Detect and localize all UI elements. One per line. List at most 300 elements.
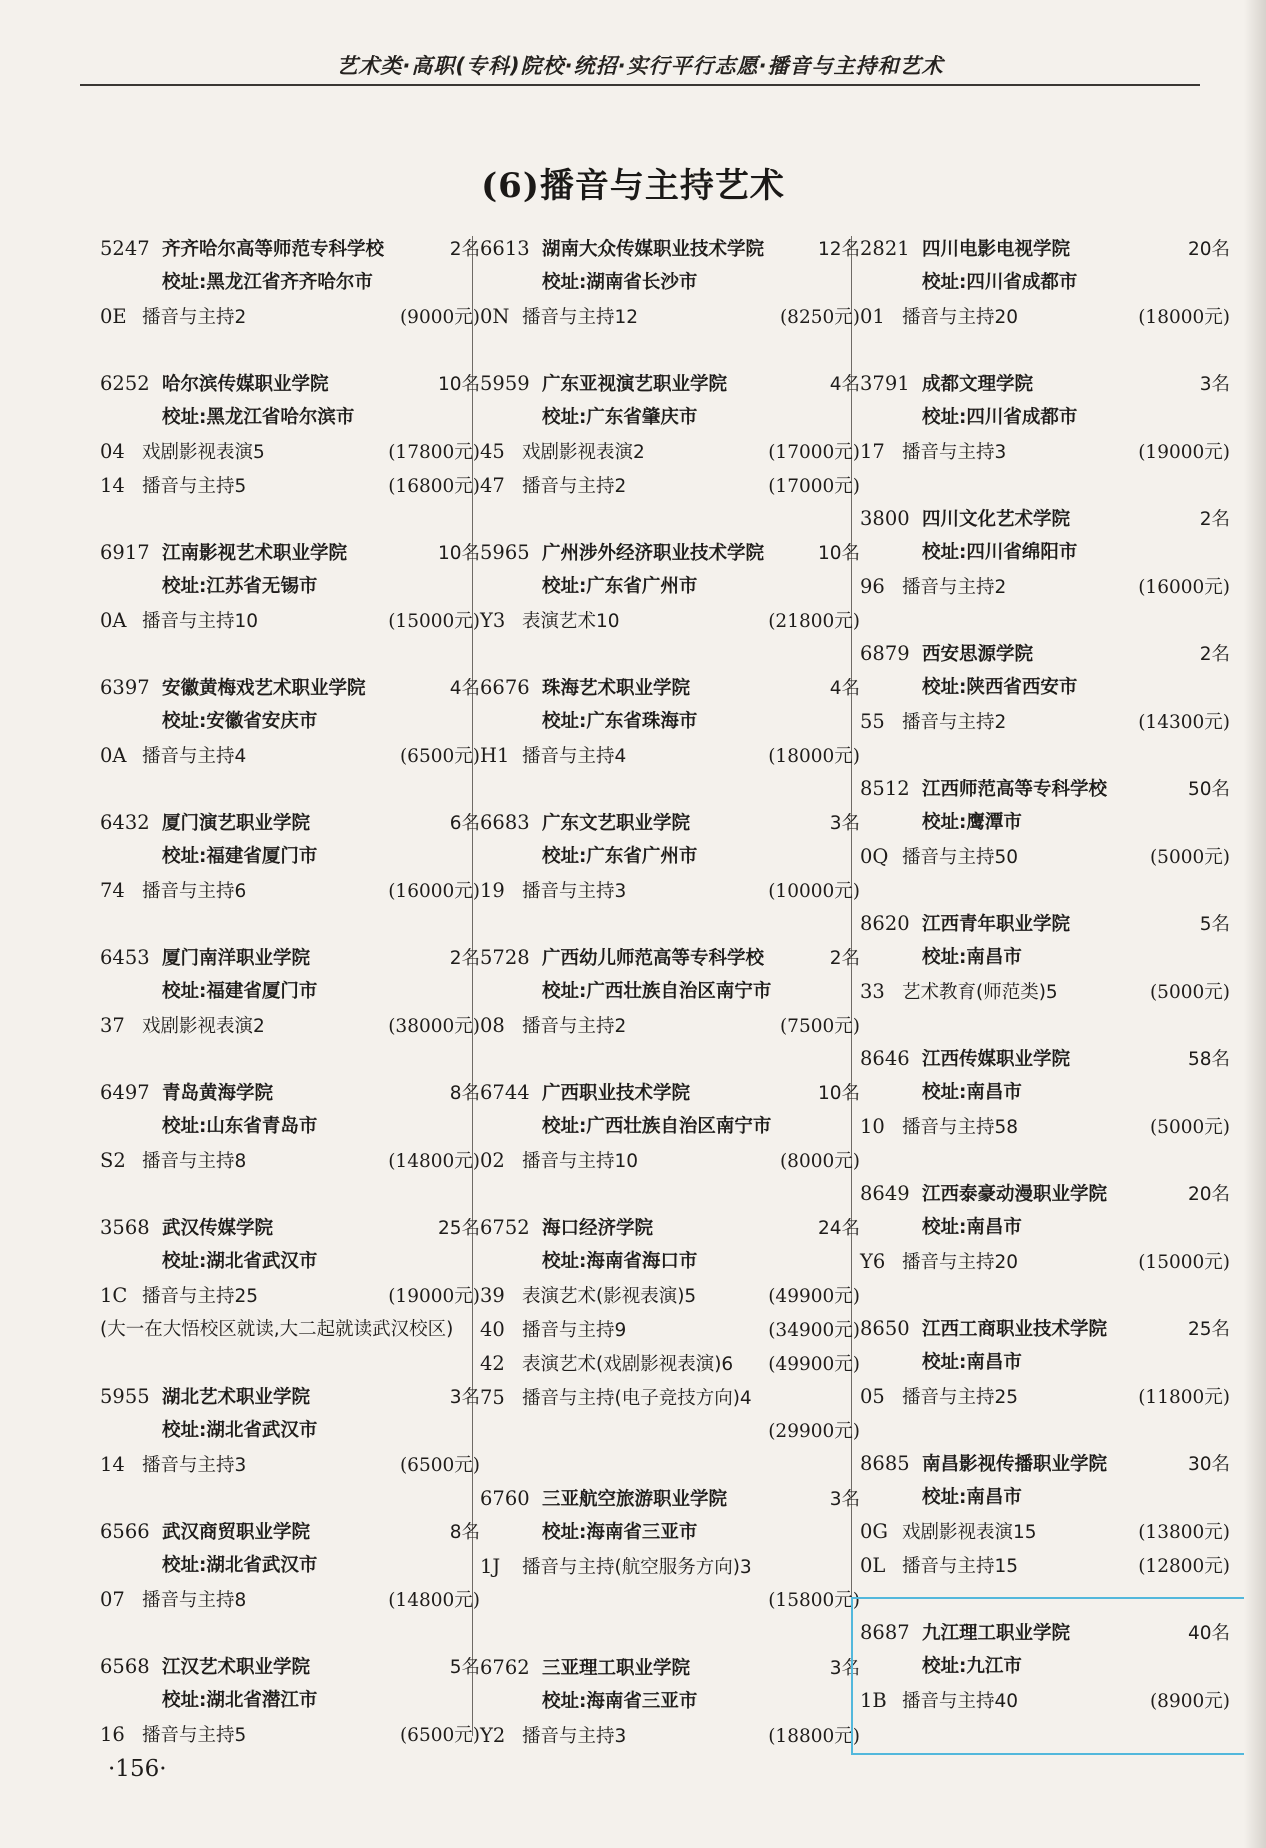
school-header [100,1380,480,1414]
school-entry [480,1076,860,1178]
school-name: 武汉传媒学院 [162,1218,274,1239]
school-header [480,671,860,705]
school-code: 6566 [100,1520,150,1543]
school-quota: 4名 [449,678,480,699]
school-entry [480,367,860,503]
school-code: 8620 [860,912,910,935]
major-row [100,1583,480,1617]
school-name: 哈尔滨传媒职业学院 [162,374,329,395]
major-row [480,1009,860,1043]
major-fee: (49900元) [768,1286,860,1307]
school-quota: 5名 [1199,914,1230,935]
school-address: 校址:湖北省武汉市 [162,1420,318,1441]
major-code: 0A [100,744,127,767]
school-name: 青岛黄海学院 [162,1083,274,1104]
major-code: 14 [100,474,125,497]
school-name: 海口经济学院 [542,1218,654,1239]
school-header [480,536,860,570]
school-quota: 20名 [1187,1184,1230,1205]
major-row [480,1347,860,1381]
major-fee: (18800元) [768,1726,860,1747]
school-address: 校址:黑龙江省哈尔滨市 [162,407,355,428]
major-name: 播音与主持10 [142,611,259,632]
school-code: 6760 [480,1487,530,1510]
major-fee: (16800元) [388,476,480,497]
major-fee: (6500元) [399,746,480,767]
school-address: 校址:南昌市 [922,1217,1022,1238]
major-name: 播音与主持2 [522,476,627,497]
school-code: 3791 [860,372,910,395]
school-header [860,502,1230,536]
school-name: 三亚理工职业学院 [542,1658,691,1679]
school-entry [860,1042,1230,1144]
major-row [480,1719,860,1753]
school-code: 6744 [480,1081,530,1104]
major-name: 播音与主持20 [902,307,1019,328]
major-fee: (11800元) [1138,1387,1230,1408]
major-name: 播音与主持4 [142,746,247,767]
school-quota: 20名 [1187,239,1230,260]
school-header [860,232,1230,266]
major-name: 播音与主持(航空服务方向)3 [522,1557,752,1578]
major-row [480,604,860,638]
major-name: 表演艺术10 [522,611,620,632]
major-name: 播音与主持(电子竞技方向)4 [522,1388,752,1409]
school-entry [100,1650,480,1752]
school-quota: 3名 [449,1387,480,1408]
school-entry [100,1076,480,1178]
school-entry [100,806,480,908]
major-row [480,1313,860,1347]
school-name: 四川电影电视学院 [922,239,1071,260]
school-name: 广西职业技术学院 [542,1083,691,1104]
running-header [80,50,1200,86]
school-code: 5959 [480,372,530,395]
major-fee: (6500元) [399,1725,480,1746]
major-name: 播音与主持4 [522,746,627,767]
school-address: 校址:九江市 [922,1656,1022,1677]
school-code: 6683 [480,811,530,834]
section-title: (6)播音与主持艺术 [481,166,785,206]
major-fee: (7500元) [779,1016,860,1037]
major-row [480,300,860,334]
major-code: H1 [480,744,510,767]
school-quota: 4名 [829,374,860,395]
major-fee: (9000元) [399,307,480,328]
school-quota: 58名 [1187,1049,1230,1070]
major-row [480,435,860,469]
major-name: 表演艺术(戏剧影视表演)6 [522,1354,734,1375]
school-entry [860,1177,1230,1279]
school-name: 南昌影视传播职业学院 [922,1454,1108,1475]
page-number: ·156· [108,1756,167,1782]
school-quota: 8名 [449,1083,480,1104]
school-header [100,941,480,975]
school-code: 8687 [860,1621,910,1644]
major-fee: (49900元) [768,1354,860,1375]
school-address: 校址:南昌市 [922,947,1022,968]
major-fee: (10000元) [768,881,860,902]
school-header [100,1211,480,1245]
major-name: 戏剧影视表演5 [142,442,265,463]
school-address: 校址:福建省厦门市 [162,981,318,1002]
school-quota: 8名 [449,1522,480,1543]
major-fee: (5000元) [1149,982,1230,1003]
school-code: 5247 [100,237,150,260]
major-fee: (17000元) [768,476,860,497]
school-name: 广东文艺职业学院 [542,813,691,834]
school-code: 6752 [480,1216,530,1239]
school-address: 校址:海南省海口市 [542,1251,698,1272]
school-header [860,772,1230,806]
school-name: 江西师范高等专科学校 [922,779,1108,800]
school-name: 四川文化艺术学院 [922,509,1071,530]
major-fee: (14800元) [388,1590,480,1611]
major-name: 艺术教育(师范类)5 [902,982,1058,1003]
school-header [100,1515,480,1549]
major-code: 0G [860,1520,888,1543]
major-fee: (8000元) [779,1151,860,1172]
major-code: 0Q [860,845,889,868]
major-code: 1C [100,1284,128,1307]
school-name: 成都文理学院 [922,374,1034,395]
school-header [100,806,480,840]
major-code: 96 [860,575,885,598]
major-row [860,300,1230,334]
major-code: Y3 [480,609,506,632]
major-name: 播音与主持5 [142,1725,247,1746]
school-address: 校址:黑龙江省齐齐哈尔市 [162,272,373,293]
major-code: 14 [100,1453,125,1476]
major-fee: (38000元) [388,1016,480,1037]
school-name: 江西青年职业学院 [922,914,1071,935]
major-fee: (14300元) [1138,712,1230,733]
major-row [100,1718,480,1752]
school-header [860,1042,1230,1076]
school-name: 江西工商职业技术学院 [922,1319,1108,1340]
school-entry [860,1312,1230,1414]
major-row [860,975,1230,1009]
school-address: 校址:南昌市 [922,1082,1022,1103]
major-row [480,1279,860,1313]
major-name: 播音与主持25 [902,1387,1019,1408]
school-address: 校址:南昌市 [922,1352,1022,1373]
school-name: 安徽黄梅戏艺术职业学院 [162,678,366,699]
school-quota: 25名 [1187,1319,1230,1340]
school-entry [100,536,480,638]
major-row [860,1380,1230,1414]
school-name: 广西幼儿师范高等专科学校 [542,948,765,969]
school-header [100,1076,480,1110]
school-name: 江南影视艺术职业学院 [162,543,348,564]
column-3 [860,232,1230,1751]
major-row [480,739,860,773]
major-row [100,435,480,469]
major-code: 02 [480,1149,505,1172]
school-quota: 4名 [829,678,860,699]
school-entry [860,1447,1230,1583]
major-code: 1B [860,1689,887,1712]
major-code: 07 [100,1588,125,1611]
school-address: 校址:海南省三亚市 [542,1691,698,1712]
school-name: 西安思源学院 [922,644,1034,665]
major-code: 01 [860,305,885,328]
school-address: 校址:山东省青岛市 [162,1116,318,1137]
school-name: 珠海艺术职业学院 [542,678,691,699]
school-header [100,367,480,401]
school-quota: 5名 [449,1657,480,1678]
school-address: 校址:广西壮族自治区南宁市 [542,981,772,1002]
major-fee: (17800元) [388,442,480,463]
major-code: 39 [480,1284,505,1307]
school-quota: 3名 [1199,374,1230,395]
major-code: 33 [860,980,885,1003]
major-name: 播音与主持58 [902,1117,1019,1138]
major-fee: (14800元) [388,1151,480,1172]
school-quota: 10名 [437,543,480,564]
major-name: 播音与主持2 [902,577,1007,598]
school-code: 6397 [100,676,150,699]
major-row [100,739,480,773]
school-address: 校址:海南省三亚市 [542,1522,698,1543]
major-fee: (16000元) [388,881,480,902]
school-address: 校址:湖南省长沙市 [542,272,698,293]
major-code: 0N [480,305,510,328]
major-code: 0L [860,1554,886,1577]
school-code: 6676 [480,676,530,699]
major-name: 播音与主持10 [522,1151,639,1172]
school-name: 江汉艺术职业学院 [162,1657,311,1678]
major-name: 播音与主持8 [142,1590,247,1611]
school-header [860,367,1230,401]
major-name: 播音与主持2 [142,307,247,328]
major-name: 播音与主持20 [902,1252,1019,1273]
school-code: 2821 [860,237,910,260]
major-code: 75 [480,1386,505,1409]
major-name: 播音与主持5 [142,476,247,497]
school-name: 武汉商贸职业学院 [162,1522,311,1543]
school-entry [480,941,860,1043]
major-fee: (5000元) [1149,847,1230,868]
school-code: 8649 [860,1182,910,1205]
major-fee: (18000元) [1138,307,1230,328]
school-header [860,637,1230,671]
school-entry [860,367,1230,469]
major-name: 播音与主持3 [522,881,627,902]
school-code: 6252 [100,372,150,395]
school-quota: 2名 [449,948,480,969]
school-quota: 6名 [449,813,480,834]
major-name: 表演艺术(影视表演)5 [522,1286,697,1307]
major-fee: (17000元) [768,442,860,463]
major-row [100,300,480,334]
major-name: 播音与主持40 [902,1691,1019,1712]
major-code: 05 [860,1385,885,1408]
school-code: 5728 [480,946,530,969]
major-row [860,705,1230,739]
school-quota: 12名 [817,239,860,260]
major-row [860,435,1230,469]
school-header [100,1650,480,1684]
major-code: 17 [860,440,885,463]
school-address: 校址:江苏省无锡市 [162,576,318,597]
major-code: 47 [480,474,505,497]
major-code: 45 [480,440,505,463]
major-row [100,1144,480,1178]
major-code: 0E [100,305,127,328]
major-fee: (15800元) [768,1590,860,1611]
school-code: 6453 [100,946,150,969]
major-name: 播音与主持6 [142,881,247,902]
major-row [480,1550,860,1584]
major-name: 戏剧影视表演2 [522,442,645,463]
school-quota: 2名 [829,948,860,969]
major-fee: (34900元) [768,1320,860,1341]
major-fee: (15000元) [1138,1252,1230,1273]
school-address: 校址:鹰潭市 [922,812,1022,833]
major-row [480,1144,860,1178]
school-entry [100,1515,480,1617]
school-entry [480,1651,860,1753]
major-name: 播音与主持50 [902,847,1019,868]
school-header [860,1447,1230,1481]
school-header [860,1312,1230,1346]
major-code: Y6 [860,1250,886,1273]
major-row [100,1009,480,1043]
school-code: 5955 [100,1385,150,1408]
major-name: 播音与主持3 [902,442,1007,463]
major-row [480,1381,860,1415]
school-header [480,1211,860,1245]
school-header [480,941,860,975]
school-code: 6879 [860,642,910,665]
major-name: 播音与主持3 [142,1455,247,1476]
school-code: 3800 [860,507,910,530]
school-quota: 3名 [829,1658,860,1679]
major-fee: (6500元) [399,1455,480,1476]
school-quota: 10名 [437,374,480,395]
school-entry [860,232,1230,334]
school-address: 校址:福建省厦门市 [162,846,318,867]
school-address: 校址:陕西省西安市 [922,677,1078,698]
school-quota: 10名 [817,1083,860,1104]
column-1 [100,232,480,1785]
major-row [100,604,480,638]
running-header-text: 艺术类·高职(专科)院校·统招·实行平行志愿·播音与主持和艺术 [336,54,944,78]
school-name: 广州涉外经济职业技术学院 [542,543,765,564]
school-entry [100,367,480,503]
school-entry [860,502,1230,604]
school-header [480,367,860,401]
major-fee: (29900元) [768,1421,860,1442]
school-code: 8650 [860,1317,910,1340]
major-fee: (16000元) [1138,577,1230,598]
major-code: 74 [100,879,125,902]
major-fee: (8900元) [1149,1691,1230,1712]
school-header [100,671,480,705]
school-code: 6568 [100,1655,150,1678]
school-code: 8685 [860,1452,910,1475]
column-2 [480,232,860,1786]
school-entry [860,907,1230,1009]
major-code: 16 [100,1723,125,1746]
major-fee: (8250元) [779,307,860,328]
highlight-box [851,1597,1262,1755]
school-address: 校址:广东省广州市 [542,576,698,597]
school-code: 6613 [480,237,530,260]
major-name: 播音与主持15 [902,1556,1019,1577]
school-code: 6432 [100,811,150,834]
school-quota: 40名 [1187,1623,1230,1644]
school-entry [860,637,1230,739]
school-address: 校址:四川省成都市 [922,407,1078,428]
major-fee: (18000元) [768,746,860,767]
major-fee: (5000元) [1149,1117,1230,1138]
major-fee: (21800元) [768,611,860,632]
school-header [480,1482,860,1516]
major-row [100,874,480,908]
major-code: 04 [100,440,125,463]
school-header [100,536,480,570]
major-name: 播音与主持8 [142,1151,247,1172]
school-entry [480,232,860,334]
school-header [860,907,1230,941]
school-quota: 25名 [437,1218,480,1239]
school-note: (大一在大悟校区就读,大二起就读武汉校区) [100,1319,454,1340]
school-quota: 2名 [1199,644,1230,665]
major-code: Y2 [480,1724,506,1747]
school-entry [100,671,480,773]
major-fee: (15000元) [388,611,480,632]
major-code: S2 [100,1149,126,1172]
major-fee: (19000元) [388,1286,480,1307]
school-code: 8512 [860,777,910,800]
school-address: 校址:南昌市 [922,1487,1022,1508]
school-address: 校址:广东省广州市 [542,846,698,867]
school-header [860,1177,1230,1211]
major-code: 0A [100,609,127,632]
school-name: 厦门南洋职业学院 [162,948,311,969]
school-name: 三亚航空旅游职业学院 [542,1489,728,1510]
school-name: 齐齐哈尔高等师范专科学校 [162,239,385,260]
school-entry [860,772,1230,874]
major-row [100,469,480,503]
major-row [860,570,1230,604]
major-code: 40 [480,1318,505,1341]
major-name: 戏剧影视表演2 [142,1016,265,1037]
school-entry [480,671,860,773]
school-quota: 3名 [829,813,860,834]
major-code: 55 [860,710,885,733]
school-code: 3568 [100,1216,150,1239]
school-name: 江西传媒职业学院 [922,1049,1071,1070]
school-header [480,1076,860,1110]
major-row [860,1515,1230,1549]
school-name: 广东亚视演艺职业学院 [542,374,728,395]
school-header [100,232,480,266]
school-address: 校址:广西壮族自治区南宁市 [542,1116,772,1137]
school-address: 校址:湖北省潜江市 [162,1690,318,1711]
school-entry [100,1380,480,1482]
major-name: 播音与主持3 [522,1726,627,1747]
major-name: 播音与主持25 [142,1286,259,1307]
major-row [100,1279,480,1313]
school-address: 校址:四川省成都市 [922,272,1078,293]
major-fee: (19000元) [1138,442,1230,463]
major-code: 10 [860,1115,885,1138]
major-fee: (12800元) [1138,1556,1230,1577]
school-code: 6762 [480,1656,530,1679]
